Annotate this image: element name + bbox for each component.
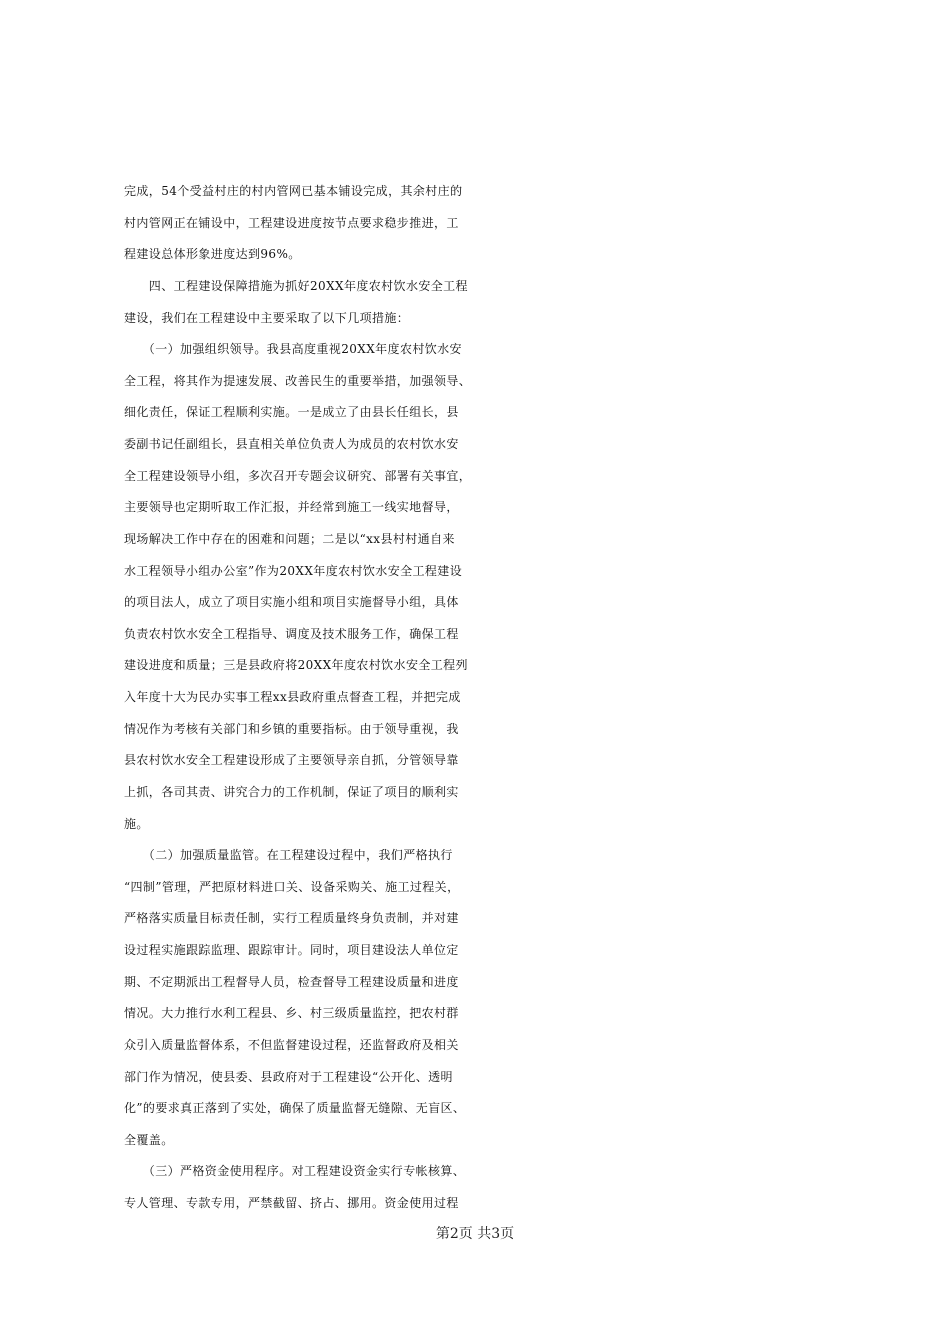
text-line: 施。 bbox=[124, 817, 149, 831]
text-line: 情况。大力推行水利工程县、乡、村三级质量监控，把农村群 bbox=[124, 1006, 459, 1020]
text-line: 现场解决工作中存在的困难和问题；二是以“xx县村村通自来 bbox=[124, 532, 455, 546]
page-number-label: 第2页 共3页 bbox=[435, 1226, 515, 1242]
text-line: 设过程实施跟踪监理、跟踪审计。同时，项目建设法人单位定 bbox=[124, 943, 459, 957]
text-line: 水工程领导小组办公室”作为20XX年度农村饮水安全工程建设 bbox=[124, 564, 463, 578]
text-line: （二）加强质量监管。在工程建设过程中，我们严格执行 bbox=[124, 848, 453, 862]
text-line: 四、工程建设保障措施为抓好20XX年度农村饮水安全工程 bbox=[124, 279, 468, 293]
text-line: 细化责任，保证工程顺利实施。一是成立了由县长任组长，县 bbox=[124, 405, 459, 419]
text-line: 全工程建设领导小组，多次召开专题会议研究、部署有关事宜， bbox=[124, 469, 472, 483]
text-line: 众引入质量监督体系，不但监督建设过程，还监督政府及相关 bbox=[124, 1038, 459, 1052]
text-line: 建设进度和质量；三是县政府将20XX年度农村饮水安全工程列 bbox=[124, 658, 468, 672]
text-line: 情况作为考核有关部门和乡镇的重要指标。由于领导重视，我 bbox=[124, 722, 459, 736]
text-line: 化”的要求真正落到了实处，确保了质量监督无缝隙、无盲区、 bbox=[124, 1101, 466, 1115]
text-line: （三）严格资金使用程序。对工程建设资金实行专帐核算、 bbox=[124, 1164, 466, 1178]
text-line: 村内管网正在铺设中，工程建设进度按节点要求稳步推进，工 bbox=[124, 216, 459, 230]
text-line: 建设，我们在工程建设中主要采取了以下几项措施： bbox=[124, 311, 410, 325]
text-line: （一）加强组织领导。我县高度重视20XX年度农村饮水安 bbox=[124, 342, 462, 356]
text-line: 全工程，将其作为提速发展、改善民生的重要举措，加强领导、 bbox=[124, 374, 472, 388]
text-line: 完成，54个受益村庄的村内管网已基本铺设完成，其余村庄的 bbox=[124, 184, 463, 198]
text-line: 专人管理、专款专用，严禁截留、挤占、挪用。资金使用过程 bbox=[124, 1196, 459, 1210]
text-line: 严格落实质量目标责任制，实行工程质量终身负责制，并对建 bbox=[124, 911, 459, 925]
text-line: 入年度十大为民办实事工程xx县政府重点督查工程，并把完成 bbox=[124, 690, 461, 704]
text-line: 负责农村饮水安全工程指导、调度及技术服务工作，确保工程 bbox=[124, 627, 459, 641]
text-line: 全覆盖。 bbox=[124, 1133, 174, 1147]
text-line: 程建设总体形象进度达到96%。 bbox=[124, 247, 301, 261]
text-line: 部门作为情况，使县委、县政府对于工程建设“公开化、透明 bbox=[124, 1070, 453, 1084]
text-line: “四制”管理，严把原材料进口关、设备采购关、施工过程关， bbox=[124, 880, 460, 894]
text-line: 县农村饮水安全工程建设形成了主要领导亲自抓，分管领导靠 bbox=[124, 753, 459, 767]
text-line: 上抓，各司其责、讲究合力的工作机制，保证了项目的顺利实 bbox=[124, 785, 459, 799]
page-footer bbox=[0, 1224, 950, 1244]
text-line: 委副书记任副组长，县直相关单位负责人为成员的农村饮水安 bbox=[124, 437, 459, 451]
text-line: 期、不定期派出工程督导人员，检查督导工程建设质量和进度 bbox=[124, 975, 459, 989]
text-line: 的项目法人，成立了项目实施小组和项目实施督导小组，具体 bbox=[124, 595, 459, 609]
text-line: 主要领导也定期听取工作汇报，并经常到施工一线实地督导， bbox=[124, 500, 459, 514]
